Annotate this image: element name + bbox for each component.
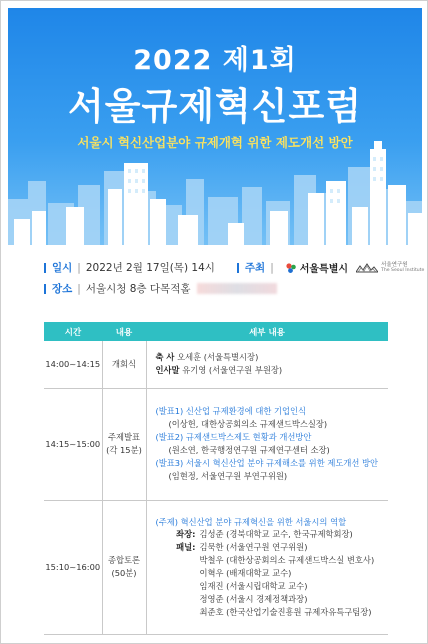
chair-label: 좌장: xyxy=(176,529,196,540)
date-row: 일시 | 2022년 2월 17일(목) 14시 주최 | 서울특별시 서울연구원 The Seoul Institute xyxy=(44,260,424,275)
panelist: 박철우 (대한상공회의소 규제샌드박스실 변호사) xyxy=(199,555,375,566)
schedule-table xyxy=(44,322,388,635)
panelist: 이혁우 (배재대학교 교수) xyxy=(199,568,292,578)
panelist: 최준호 (한국산업기술진흥원 규제자유특구팀장) xyxy=(199,606,372,617)
topic-1: (발표1) 신산업 규제환경에 대한 기업인식 xyxy=(155,406,307,417)
category-line: 주제발표 xyxy=(107,431,141,442)
blurred-area xyxy=(197,283,277,294)
time-cell: 15:10~16:00 xyxy=(44,500,102,634)
panel-label: 패널: xyxy=(176,542,196,553)
detail-cell xyxy=(146,341,388,388)
place-row: 장소 | 서울시청 8층 다목적홀 xyxy=(44,281,277,296)
place-label: 장소 xyxy=(52,283,73,295)
table-row xyxy=(44,388,388,500)
category-cell xyxy=(102,388,146,500)
category-line: (50분) xyxy=(111,568,137,578)
category-line: 종합토론 xyxy=(107,554,141,565)
panelist: 정영준 (서울시 경제정책과장) xyxy=(199,593,308,604)
table-row xyxy=(44,341,388,388)
speaker-3: (임현정, 서울연구원 부연구위원) xyxy=(168,470,288,481)
seoul-institute-logo xyxy=(356,262,424,273)
seoul-city-name: 서울특별시 xyxy=(299,264,349,275)
category-cell xyxy=(102,500,146,634)
header-time: 시간 xyxy=(44,322,102,341)
bullet-bar xyxy=(237,263,239,273)
speaker-2: (원소연, 한국행정연구원 규제연구센터 소장) xyxy=(168,445,330,455)
host-label: 주최 xyxy=(244,262,266,274)
year-title: 2022 제1회 xyxy=(133,45,297,76)
table-header-row xyxy=(44,322,388,341)
greeting-label: 축 사 xyxy=(155,352,175,363)
address-label: 인사말 xyxy=(155,365,180,376)
discussion-theme: (주제) 혁신산업 분야 규제혁신을 위한 서울시의 역할 xyxy=(155,516,347,527)
bullet-bar xyxy=(44,284,46,294)
institute-name-en: The Seoul Institute xyxy=(381,268,425,273)
header-content: 내용 xyxy=(102,322,146,341)
topic-3: (발표3) 서울시 혁신산업 분야 규제해소를 위한 제도개선 방안 xyxy=(155,457,379,468)
header-detail: 세부 내용 xyxy=(146,322,388,341)
place-value: 서울시청 8층 다목적홀 xyxy=(85,283,191,295)
panelist: 임재진 (서울시립대학교 교수) xyxy=(199,580,308,591)
speaker-1: (이상헌, 대한상공회의소 규제샌드박스실장) xyxy=(168,419,328,430)
seoul-logo-icon xyxy=(285,262,297,274)
bullet-bar xyxy=(44,263,46,273)
seoul-city-logo xyxy=(285,260,348,275)
time-cell: 14:15~15:00 xyxy=(44,388,102,500)
city-skyline-illustration xyxy=(8,141,422,251)
topic-2: (발표2) 규제샌드박스제도 현황과 개선방안 xyxy=(155,432,312,443)
detail-cell xyxy=(146,500,388,634)
detail-cell xyxy=(146,388,388,500)
table-row xyxy=(44,500,388,634)
greeting-value: 오세훈 (서울특별시장) xyxy=(177,352,259,363)
institute-name-ko: 서울연구원 xyxy=(381,261,408,268)
subtitle: 서울시 혁신산업분야 규제개혁 위한 제도개선 방안 xyxy=(77,135,353,150)
address-value: 유기영 (서울연구원 부원장) xyxy=(182,365,283,376)
chair-value: 김성준 (경북대학교 교수, 한국규제학회장) xyxy=(199,529,353,540)
date-value: 2022년 2월 17일(목) 14시 xyxy=(85,262,215,274)
panelist: 김묵한 (서울연구원 연구위원) xyxy=(199,542,308,553)
seoul-institute-icon xyxy=(356,263,378,273)
category-line: (각 15분) xyxy=(106,445,142,455)
date-label: 일시 xyxy=(52,262,73,274)
category-cell: 개회식 xyxy=(102,341,146,388)
header-banner xyxy=(8,8,422,251)
main-title: 서울규제혁신포럼 xyxy=(68,85,362,128)
time-cell: 14:00~14:15 xyxy=(44,341,102,388)
